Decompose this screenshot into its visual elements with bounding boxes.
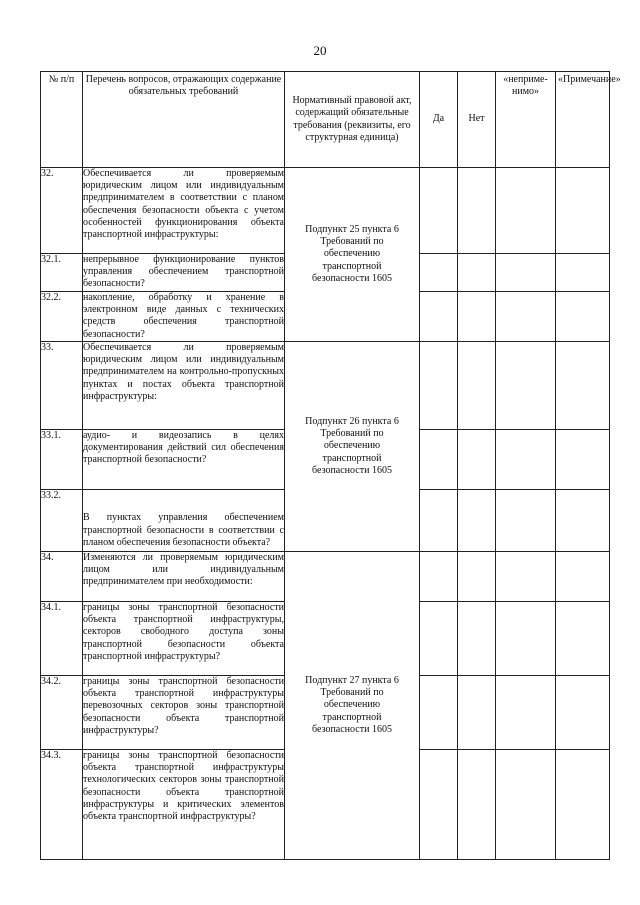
cell-note[interactable] xyxy=(556,602,610,676)
header-num: № п/п xyxy=(41,72,83,168)
checklist-table xyxy=(40,71,621,860)
cell-yes[interactable] xyxy=(420,602,458,676)
legal-reference: Подпункт 27 пункта 6 Требований по обеспечению транспортной безопасности 1605 xyxy=(285,552,420,860)
cell-no[interactable] xyxy=(458,676,496,750)
row-question: Изменяются ли проверяемым юридическим лицом или индивидуальным предпринимателем при необходимости: xyxy=(83,552,285,602)
cell-not-applicable[interactable] xyxy=(496,602,556,676)
cell-note[interactable] xyxy=(556,490,610,552)
table-row xyxy=(41,168,610,254)
cell-no[interactable] xyxy=(458,254,496,292)
cell-yes[interactable] xyxy=(420,676,458,750)
row-number: 34.1. xyxy=(41,602,83,676)
cell-note[interactable] xyxy=(556,342,610,430)
cell-note[interactable] xyxy=(556,168,610,254)
cell-note[interactable] xyxy=(556,430,610,490)
cell-not-applicable[interactable] xyxy=(496,254,556,292)
row-number: 34. xyxy=(41,552,83,602)
header-yes: Да xyxy=(420,72,458,168)
cell-not-applicable[interactable] xyxy=(496,292,556,342)
cell-no[interactable] xyxy=(458,430,496,490)
row-number: 33.2. xyxy=(41,490,83,552)
cell-yes[interactable] xyxy=(420,254,458,292)
table-row xyxy=(41,342,610,430)
cell-yes[interactable] xyxy=(420,490,458,552)
cell-no[interactable] xyxy=(458,552,496,602)
cell-no[interactable] xyxy=(458,342,496,430)
row-number: 34.2. xyxy=(41,676,83,750)
table-row xyxy=(41,552,610,602)
page-number: 20 xyxy=(313,43,327,58)
row-number: 32. xyxy=(41,168,83,254)
cell-not-applicable[interactable] xyxy=(496,430,556,490)
cell-note[interactable] xyxy=(556,750,610,860)
row-question: В пунктах управления обеспечением транспортной безопасности в соответствии с планом обеспечения безопасности объекта? xyxy=(83,490,285,552)
row-question: Обеспечивается ли проверяемым юридическим лицом или индивидуальным предпринимателем на контрольно-пропускных пунктах и постах объекта транспортной инфраструктуры: xyxy=(83,342,285,430)
cell-not-applicable[interactable] xyxy=(496,676,556,750)
cell-yes[interactable] xyxy=(420,292,458,342)
cell-yes[interactable] xyxy=(420,750,458,860)
cell-note[interactable] xyxy=(556,552,610,602)
cell-note[interactable] xyxy=(556,676,610,750)
cell-yes[interactable] xyxy=(420,168,458,254)
cell-not-applicable[interactable] xyxy=(496,490,556,552)
cell-no[interactable] xyxy=(458,490,496,552)
header-row xyxy=(41,72,610,168)
row-question: границы зоны транспортной безопасности объекта транспортной инфраструктуры технологических секторов зоны транспортной безопасности объекта транспортной инфраструктуры и критических элементов объекта транспортной инфраструктуры? xyxy=(83,750,285,860)
legal-reference: Подпункт 26 пункта 6 Требований по обеспечению транспортной безопасности 1605 xyxy=(285,342,420,552)
row-number: 32.1. xyxy=(41,254,83,292)
header-note: «Примечание» xyxy=(556,72,610,168)
row-number: 33. xyxy=(41,342,83,430)
row-number: 33.1. xyxy=(41,430,83,490)
cell-yes[interactable] xyxy=(420,430,458,490)
cell-not-applicable[interactable] xyxy=(496,552,556,602)
cell-no[interactable] xyxy=(458,602,496,676)
header-not-applicable: «неприме-нимо» xyxy=(496,72,556,168)
row-question: границы зоны транспортной безопасности объекта транспортной инфраструктуры перевозочных секторов зоны транспортной безопасности объекта транспортной инфраструктуры? xyxy=(83,676,285,750)
header-questions: Перечень вопросов, отражающих содержание обязательных требований xyxy=(83,72,285,168)
cell-not-applicable[interactable] xyxy=(496,168,556,254)
cell-note[interactable] xyxy=(556,254,610,292)
cell-not-applicable[interactable] xyxy=(496,342,556,430)
row-question: аудио- и видеозапись в целях документирования действий сил обеспечения транспортной безопасности? xyxy=(83,430,285,490)
legal-reference: Подпункт 25 пункта 6 Требований по обеспечению транспортной безопасности 1605 xyxy=(285,168,420,342)
row-question: границы зоны транспортной безопасности объекта транспортной инфраструктуры, секторов свободного доступа зоны транспортной безопасности объекта транспортной инфраструктуры? xyxy=(83,602,285,676)
cell-yes[interactable] xyxy=(420,342,458,430)
row-question: накопление, обработку и хранение в электронном виде данных с технических средств обеспечения транспортной безопасности? xyxy=(83,292,284,340)
cell-no[interactable] xyxy=(458,292,496,342)
cell-yes[interactable] xyxy=(420,552,458,602)
cell-no[interactable] xyxy=(458,168,496,254)
cell-note[interactable] xyxy=(556,292,610,342)
row-number: 34.3. xyxy=(41,750,83,860)
cell-no[interactable] xyxy=(458,750,496,860)
cell-not-applicable[interactable] xyxy=(496,750,556,860)
row-question: Обеспечивается ли проверяемым юридическим лицом или индивидуальным предпринимателем в соответствии с планом обеспечения безопасности объекта с учетом особенностей функционирования объекта транспортной инфраструктуры: xyxy=(83,168,285,254)
row-number: 32.2. xyxy=(41,292,83,342)
row-question: непрерывное функционирование пунктов управления обеспечением транспортной безопасности? xyxy=(83,254,285,292)
header-no: Нет xyxy=(458,72,496,168)
header-legal-act: Нормативный правовой акт, содержащий обязательные требования (реквизиты, его структурная единица) xyxy=(285,72,420,168)
